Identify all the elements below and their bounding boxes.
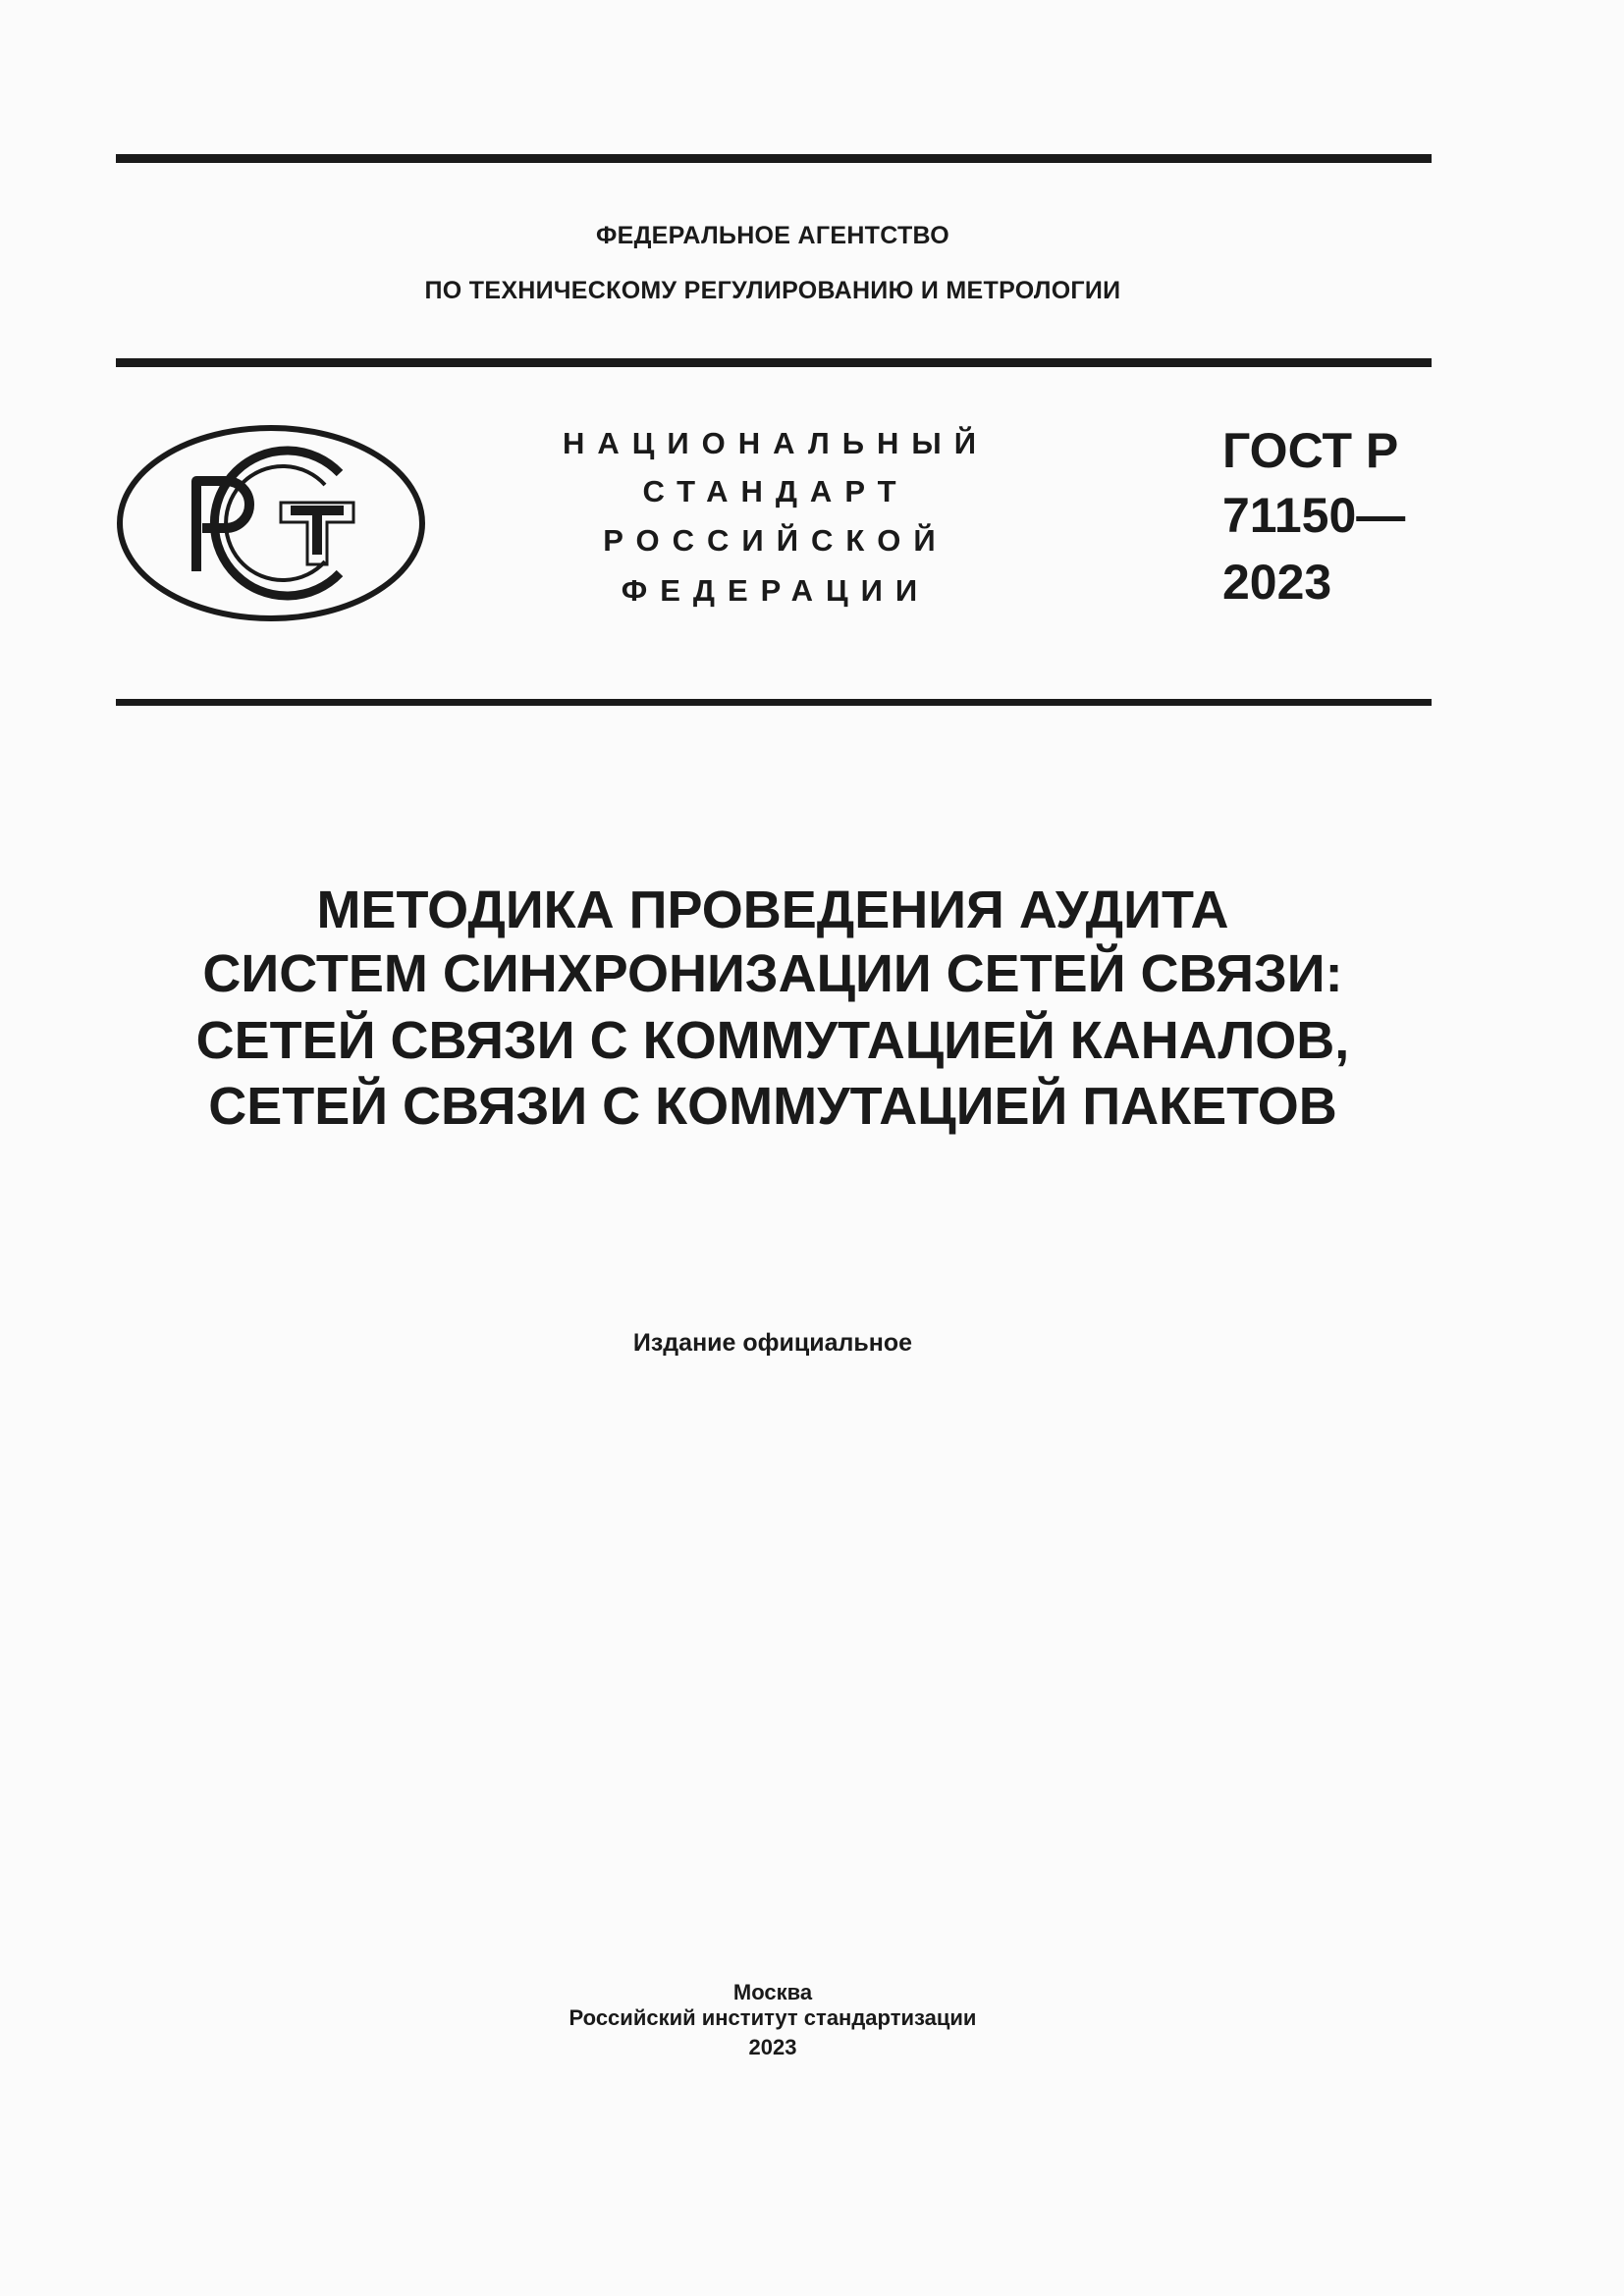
rst-logo-icon (116, 424, 426, 622)
agency-name-line-1: ФЕДЕРАЛЬНОЕ АГЕНТСТВО (595, 222, 950, 249)
standard-type-line-3: РОССИЙСКОЙ (603, 523, 948, 558)
standard-type-line-4: ФЕДЕРАЦИИ (621, 573, 931, 608)
standard-type-line-1: НАЦИОНАЛЬНЫЙ (562, 426, 990, 460)
standard-designation-line-3: 2023 (1222, 555, 1332, 610)
document-title-line-3: СЕТЕЙ СВЯЗИ С КОММУТАЦИЕЙ КАНАЛОВ, (195, 1011, 1350, 1070)
imprint-publisher: Российский институт стандартизации (568, 2005, 977, 2030)
document-title-line-2: СИСТЕМ СИНХРОНИЗАЦИИ СЕТЕЙ СВЯЗИ: (202, 944, 1343, 1003)
title-block-divider (116, 699, 1432, 706)
imprint-year: 2023 (748, 2035, 797, 2059)
header-divider (116, 358, 1432, 367)
standard-type-line-2: СТАНДАРТ (642, 474, 909, 508)
standard-designation-line-2: 71150— (1222, 488, 1406, 543)
document-title-line-4: СЕТЕЙ СВЯЗИ С КОММУТАЦИЕЙ ПАКЕТОВ (208, 1077, 1337, 1136)
agency-name-line-2: ПО ТЕХНИЧЕСКОМУ РЕГУЛИРОВАНИЮ И МЕТРОЛОГИИ (424, 277, 1121, 304)
top-divider (116, 154, 1432, 163)
document-title-line-1: МЕТОДИКА ПРОВЕДЕНИЯ АУДИТА (316, 881, 1229, 939)
edition-note: Издание официальное (632, 1329, 913, 1357)
standard-designation-line-1: ГОСТ Р (1222, 423, 1399, 478)
imprint-city: Москва (732, 1980, 813, 2004)
